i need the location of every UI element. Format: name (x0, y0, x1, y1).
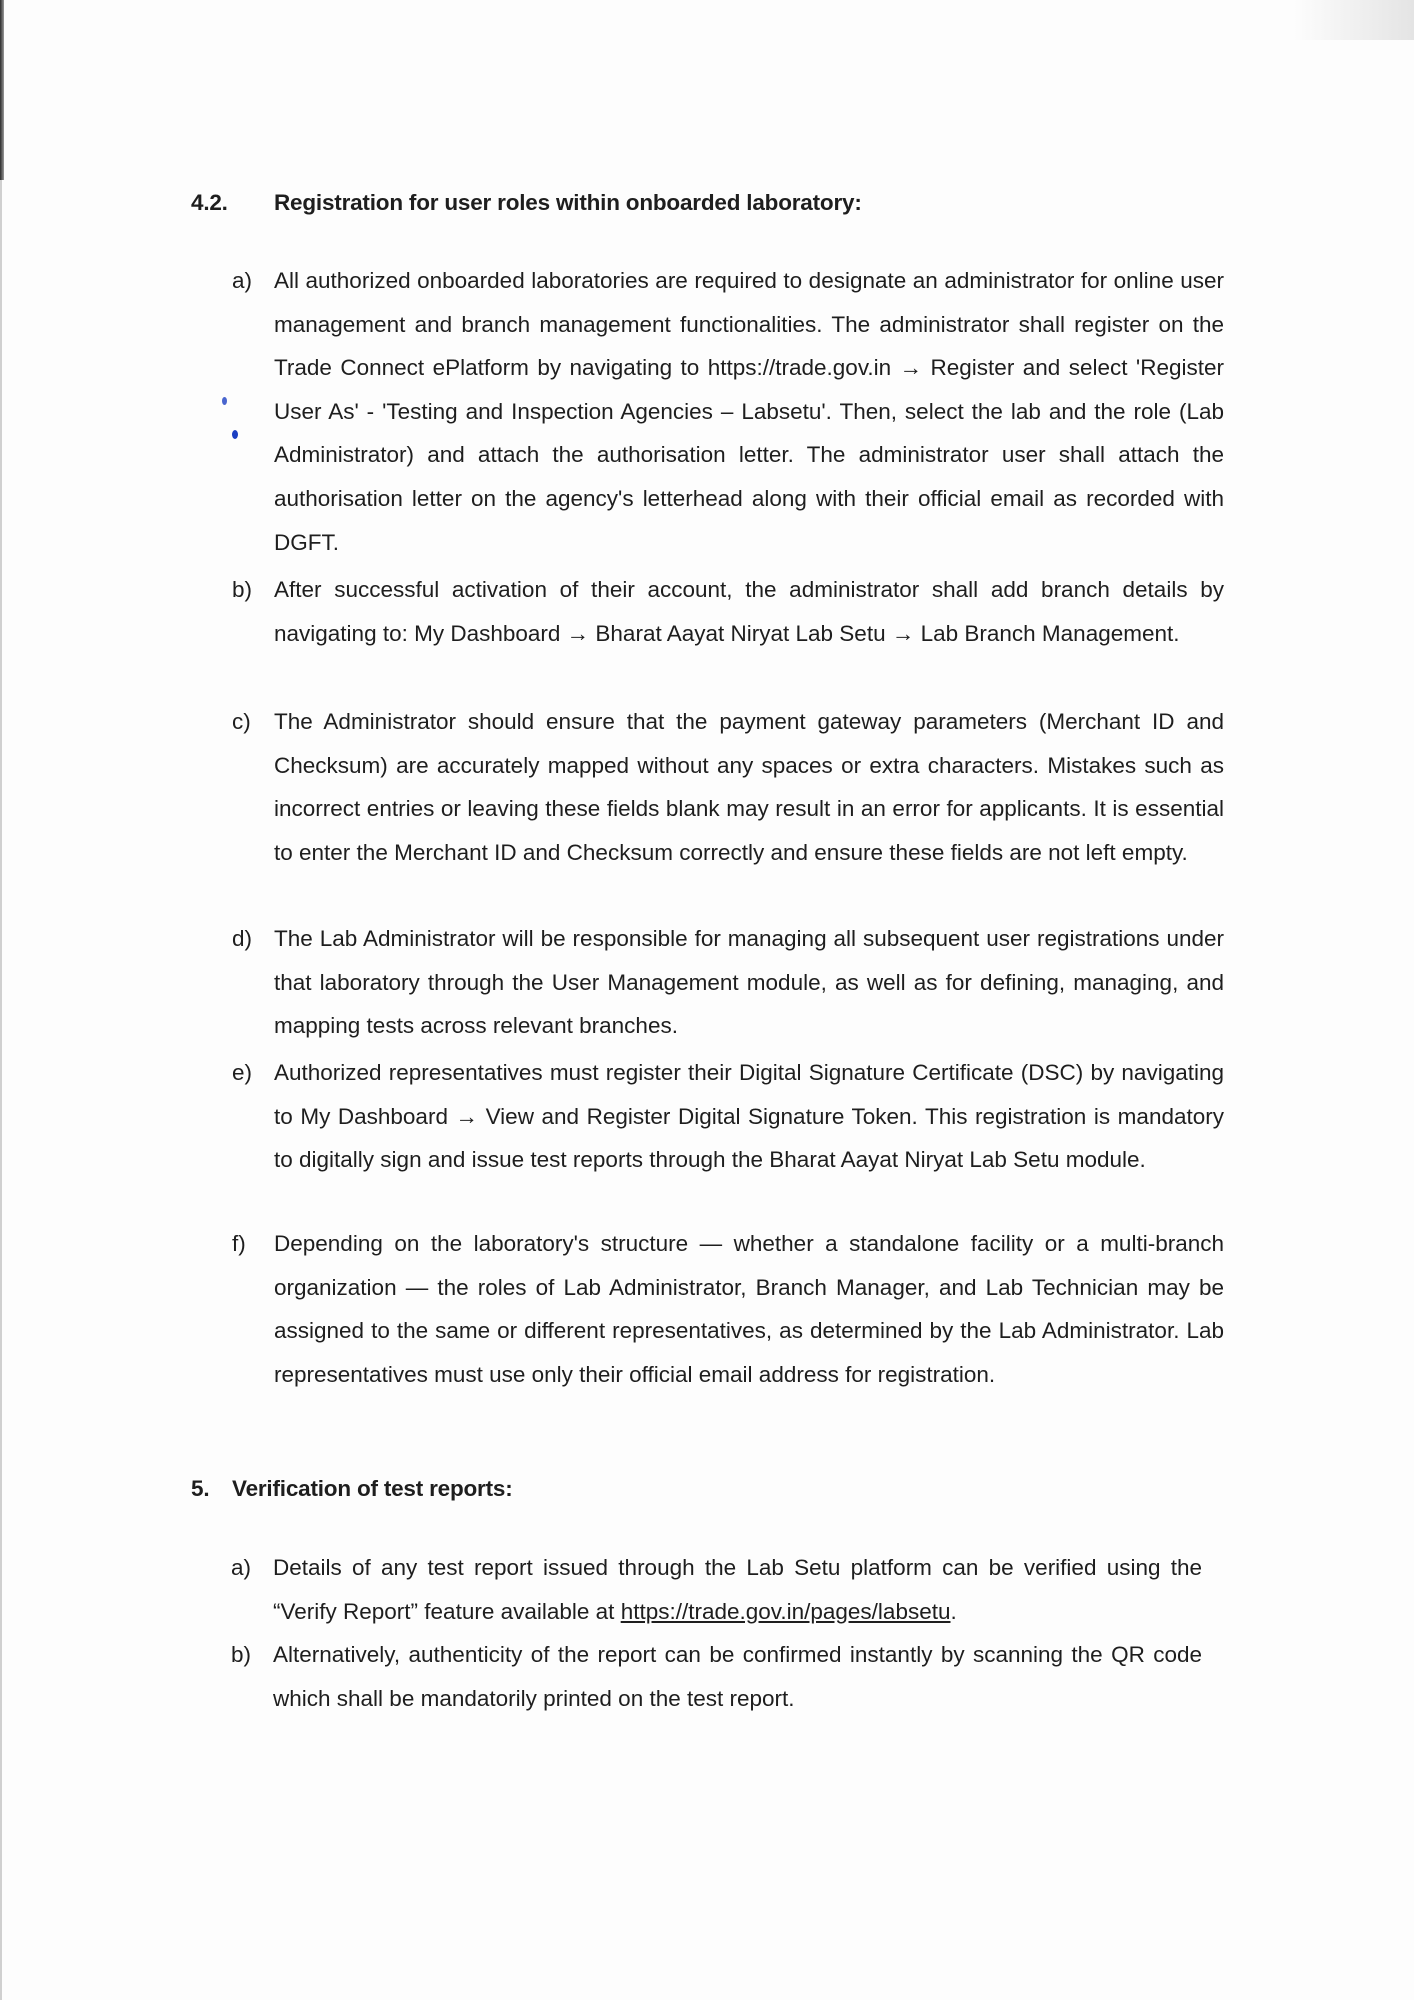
list-marker: f) (232, 1231, 246, 1256)
list-marker: b) (232, 577, 253, 602)
list-item-4-2-e (232, 1051, 1224, 1182)
section-number: 5. (191, 1476, 210, 1501)
section-heading-5 (191, 1476, 513, 1502)
list-item-text (273, 1546, 1202, 1633)
list-item-5-b (231, 1633, 1202, 1720)
list-item-5-a (231, 1546, 1202, 1633)
list-item-4-2-c (232, 700, 1224, 874)
ink-mark (232, 430, 238, 439)
list-item-text: The Lab Administrator will be responsible for managing all subsequent user registrations under that laboratory through the User Management module, as well as for defining, managing, and mapping tests across relevant branches. (274, 926, 1224, 1039)
list-marker: c) (232, 709, 251, 734)
labsetu-verify-link[interactable]: https://trade.gov.in/pages/labsetu (620, 1598, 951, 1624)
list-marker: d) (232, 926, 253, 951)
section-title: Verification of test reports: (232, 1476, 513, 1501)
list-item-4-2-a (232, 259, 1224, 564)
list-item-text: After successful activation of their account, the administrator shall add branch details by navigating to: My Dashboard → Bharat Aayat Niryat Lab Setu → Lab Branch Management. (274, 577, 1224, 646)
list-item-4-2-d (232, 917, 1224, 1048)
scan-corner-shadow (1294, 0, 1414, 40)
list-item-text: Alternatively, authenticity of the report can be confirmed instantly by scanning the QR code which shall be mandatorily printed on the test report. (273, 1642, 1202, 1711)
list-item-text-tail: . (950, 1598, 957, 1624)
list-item-text: All authorized onboarded laboratories are required to designate an administrator for online user management and branch management functionalities. The administrator shall register on the Trade Connect ePlatform by navigating to https://trade.gov.in → Register and select 'Register User As' - 'Testing and Inspection Agencies – Labsetu'. Then, select the lab and the role (Lab Administrator) and attach the authorisation letter. The administrator user shall attach the authorisation letter on the agency's letterhead along with their official email as recorded with DGFT. (274, 268, 1224, 555)
list-item-text-lead: Details of any test report issued through the Lab Setu platform can be verified using the “Verify Report” feature available at (273, 1555, 1202, 1624)
scan-binding-edge (0, 0, 4, 180)
list-item-text: Authorized representatives must register their Digital Signature Certificate (DSC) by navigating to My Dashboard → View and Register Digital Signature Token. This registration is mandatory to digitally sign and issue test reports through the Bharat Aayat Niryat Lab Setu module. (274, 1060, 1224, 1173)
list-item-text: The Administrator should ensure that the payment gateway parameters (Merchant ID and Checksum) are accurately mapped without any spaces or extra characters. Mistakes such as incorrect entries or leaving these fields blank may result in an error for applicants. It is essential to enter the Merchant ID and Checksum correctly and ensure these fields are not left empty. (274, 709, 1224, 865)
list-item-text: Depending on the laboratory's structure — whether a standalone facility or a multi-branch organization — the roles of Lab Administrator, Branch Manager, and Lab Technician may be assigned to the same or different representatives, as determined by the Lab Administrator. Lab representatives must use only their official email address for registration. (274, 1231, 1224, 1387)
list-marker: a) (232, 268, 253, 293)
list-item-4-2-b (232, 568, 1224, 655)
list-marker: b) (231, 1642, 252, 1667)
section-number: 4.2. (191, 190, 228, 215)
list-item-4-2-f (232, 1222, 1224, 1396)
scan-page-border (0, 180, 2, 2000)
list-marker: a) (231, 1555, 252, 1580)
ink-mark (222, 397, 227, 405)
section-heading-4-2 (191, 190, 862, 216)
section-title: Registration for user roles within onboarded laboratory: (274, 190, 862, 215)
list-marker: e) (232, 1060, 253, 1085)
